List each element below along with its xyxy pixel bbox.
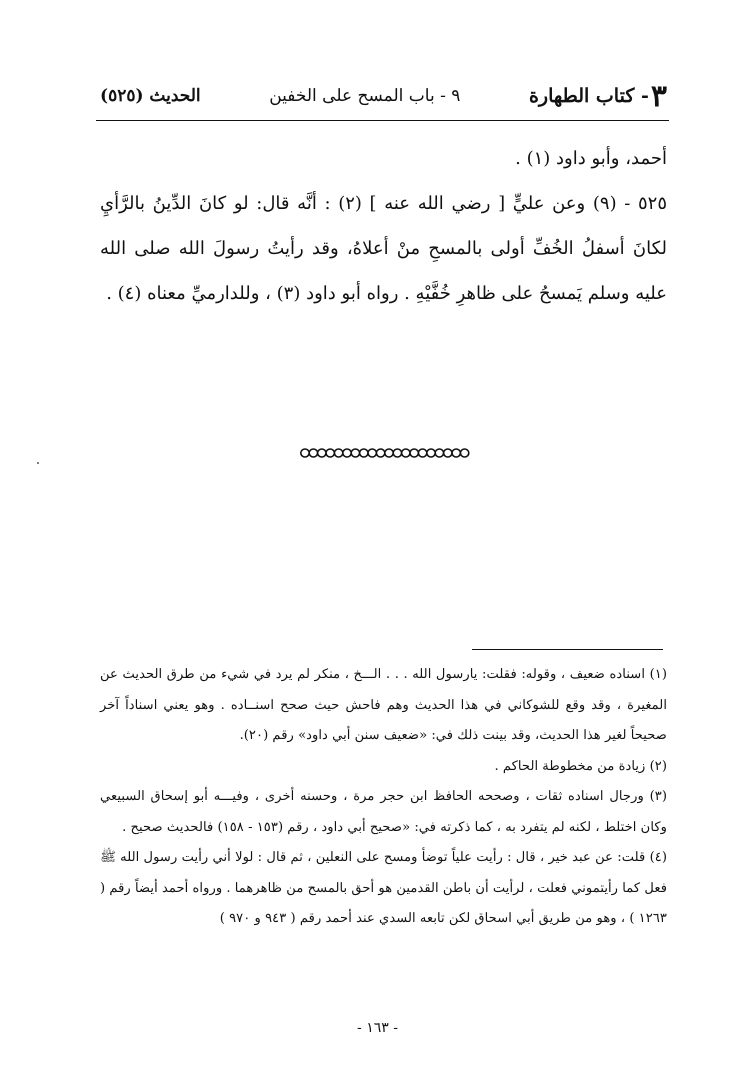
ornament-loop <box>343 449 351 457</box>
footnotes <box>100 660 667 935</box>
ornament-loop <box>452 449 460 457</box>
ornament-loop <box>309 449 317 457</box>
ornament-loop <box>444 449 452 457</box>
book-title-text: - كتاب الطهارة <box>528 84 649 107</box>
main-text <box>100 136 667 316</box>
ornament-loop <box>301 449 309 457</box>
hadith-paragraph: ٥٢٥ - (٩) وعن عليٍّ [ رضي الله عنه ] (٢) : أنَّه قال: لو كانَ الدِّينُ بالرَّأيِ لكانَ أسفلُ الخُفِّ أولى بالمسحِ منْ أعلاهُ، وقد رأيتُ رسولَ الله صلى الله عليه وسلم يَمسحُ على ظاهرِ خُفَّيْهِ . رواه أبو داود (٣) ، وللدارميِّ معناه (٤) . <box>100 193 667 304</box>
ornament-loop <box>393 449 401 457</box>
page-number: - ١٦٣ - <box>357 1020 398 1036</box>
ornament-loop <box>318 449 326 457</box>
continuation-line: أحمد، وأبو داود (١) . <box>515 148 667 169</box>
footnote-1: (١) اسناده ضعيف ، وقوله: فقلت: يارسول الله . . . الـــخ ، منكر لم يرد في شيء من طرق الحديث عن المغيرة ، وقد وقع للشوكاني في هذا الحديث وهم فاحش حيث صحح اسنــاده . وهو يعني اسناداً آخر صحيحاً لغير هذا الحديث، وقد بينت ذلك في: «ضعيف سنن أبي داود» رقم (٢٠). <box>100 667 667 743</box>
ornament-loop <box>368 449 376 457</box>
running-header <box>100 74 667 118</box>
footnote-3: (٣) ورجال اسناده ثقات ، وصححه الحافظ ابن حجر مرة ، وحسنه أخرى ، وفيـــه أبو إسحاق السبيعي وكان اختلط ، لكنه لم يتفرد به ، كما ذكرته في: «صحيح أبي داود ، رقم (١٥٣ - ١٥٨) فالحديث صحيح . <box>100 789 667 835</box>
ornament-loop <box>360 449 368 457</box>
chapter-title: ٩ - باب المسح على الخفين <box>269 86 461 106</box>
hadith-reference: الحديث (٥٢٥) <box>100 86 201 106</box>
ornament-loop <box>326 449 334 457</box>
ornament-loop <box>351 449 359 457</box>
footnote-rule <box>472 649 663 650</box>
ornament-loop <box>460 449 468 457</box>
ornament-loop <box>435 449 443 457</box>
page-speck <box>37 462 39 464</box>
ornament-loop <box>334 449 342 457</box>
header-rule <box>96 120 669 121</box>
book-number: ٣ <box>650 78 667 114</box>
footnote-2: (٢) زيادة من مخطوطة الحاكم . <box>494 758 667 774</box>
ornament-loop <box>402 449 410 457</box>
ornament-loop <box>410 449 418 457</box>
footnote-4: (٤) قلت: عن عبد خير ، قال : رأيت علياً توضأ ومسح على النعلين ، ثم قال : لولا أني رأيت رسول الله ﷺ فعل كما رأيتموني فعلت ، لرأيت أن باطن القدمين هو أحق بالمسح من ظاهرهما . ورواه أحمد أيضاً رقم ( ١٢٦٣ ) ، وهو من طريق أبي اسحاق لكن تابعه السدي عند أحمد رقم ( ٩٤٣ و ٩٧٠ ) <box>100 850 667 926</box>
ornament-loop <box>385 449 393 457</box>
ornament-loop <box>376 449 384 457</box>
section-ornament <box>300 446 478 460</box>
book-title <box>529 79 667 114</box>
ornament-loop <box>418 449 426 457</box>
ornament-loop <box>427 449 435 457</box>
